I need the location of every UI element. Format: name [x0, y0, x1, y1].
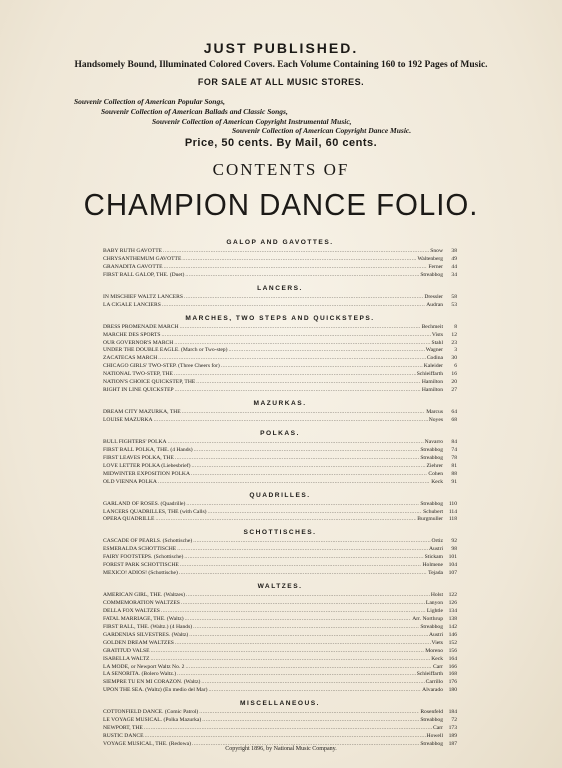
entry-composer: Vists — [431, 331, 443, 338]
dot-leader — [199, 709, 419, 717]
toc-entry — [103, 417, 457, 425]
entry-page-number: 122 — [448, 592, 457, 599]
dot-leader — [162, 302, 425, 310]
dot-leader — [150, 656, 430, 664]
toc-entry — [103, 632, 457, 640]
dot-leader — [182, 409, 426, 417]
dot-leader — [186, 592, 430, 600]
copyright-notice: Copyright 1896, by National Music Company. — [225, 746, 337, 752]
entry-composer: Streabbog — [420, 717, 443, 724]
entry-title: DRESS PROMENADE MARCH — [103, 323, 179, 330]
toc-entry — [103, 717, 457, 725]
entry-title: NATIONAL TWO-STEP, THE — [103, 371, 173, 378]
dot-leader — [185, 616, 412, 624]
dot-leader — [179, 570, 427, 578]
entry-page-number: 8 — [454, 323, 457, 330]
entry-title: COTTONFIELD DANCE. (Comic Patrol) — [103, 709, 199, 716]
entry-composer: Moreno — [425, 647, 443, 654]
section-heading: QUADRILLES. — [249, 491, 311, 499]
entry-page-number: 3 — [454, 347, 457, 354]
dot-leader — [196, 379, 421, 387]
entry-composer: Rosenfeld — [420, 709, 443, 716]
entry-page-number: 30 — [451, 355, 457, 362]
table-of-contents — [103, 234, 457, 749]
dot-leader — [174, 371, 416, 379]
entry-page-number: 6 — [454, 363, 457, 370]
entry-page-number: 107 — [448, 570, 457, 577]
toc-entry — [103, 608, 457, 616]
entry-page-number: 23 — [451, 339, 457, 346]
entry-composer: Snow — [430, 248, 443, 254]
entry-title: LA CIGALE LANCIERS — [103, 301, 161, 308]
entry-page-number: 88 — [451, 470, 457, 477]
entry-page-number: 180 — [448, 687, 457, 694]
toc-entry — [103, 640, 457, 648]
entry-title: FAIRY FOOTSTEPS. (Schottische) — [103, 554, 184, 561]
entry-composer: Austri — [429, 631, 443, 638]
entry-composer: Howell — [426, 733, 443, 740]
entry-composer: Ziehrer — [426, 462, 443, 469]
toc-entry — [103, 463, 457, 471]
dot-leader — [208, 509, 423, 517]
entry-title: DELLA FOX WALTZES — [103, 607, 160, 614]
dot-leader — [177, 671, 416, 679]
entry-title: IN MISCHIEF WALTZ LANCERS — [103, 293, 184, 300]
entry-title: BABY RUTH GAVOTTE — [103, 248, 163, 254]
entry-page-number: 146 — [448, 631, 457, 638]
entry-composer: Austri — [429, 546, 443, 553]
entry-title: LA MODE, or Newport Waltz No. 2 — [103, 663, 185, 670]
toc-entry — [103, 516, 457, 524]
entry-title: AMERICAN GIRL, THE. (Waltzes) — [103, 592, 185, 599]
dot-leader — [180, 562, 422, 570]
dot-leader — [161, 332, 430, 340]
entry-page-number: 92 — [451, 538, 457, 545]
entry-page-number: 126 — [448, 600, 457, 606]
entry-page-number: 91 — [451, 478, 457, 485]
souvenir-line-2: Souvenir Collection of American Ballads and Classic Songs, — [101, 107, 288, 116]
dot-leader — [168, 439, 424, 447]
dot-leader — [145, 733, 426, 741]
dot-leader — [158, 479, 430, 487]
entry-title: LOVE LETTER POLKA (Liebesbrief) — [103, 462, 191, 469]
entry-composer: Viets — [431, 639, 443, 646]
dot-leader — [193, 624, 419, 632]
entry-page-number: 84 — [451, 438, 457, 445]
toc-entry — [103, 687, 457, 695]
entry-composer: Hamilton — [421, 379, 443, 386]
entry-title: OLD VIENNA POLKA — [103, 478, 157, 485]
entry-title: DREAM CITY MAZURKA, THE — [103, 409, 181, 416]
section-heading: MARCHES, TWO STEPS AND QUICKSTEPS. — [185, 314, 375, 322]
toc-entry — [103, 592, 457, 600]
toc-entry — [103, 324, 457, 332]
entry-composer: Streabbog — [420, 271, 443, 278]
entry-title: OPERA QUADRILLE — [103, 516, 155, 523]
entry-page-number: 78 — [451, 454, 457, 461]
entry-title: ZACATECAS MARCH — [103, 355, 158, 362]
toc-entry — [103, 600, 457, 608]
toc-entry — [103, 538, 457, 546]
entry-title: CHRYSANTHEMUM GAVOTTE — [103, 255, 182, 262]
toc-entry — [103, 501, 457, 509]
dot-leader — [180, 324, 421, 332]
souvenir-line-1: Souvenir Collection of American Popular Songs, — [74, 97, 225, 106]
toc-entry — [103, 302, 457, 310]
dot-leader — [185, 272, 419, 280]
entry-page-number: 27 — [451, 387, 457, 394]
toc-entry — [103, 455, 457, 463]
dot-leader — [177, 546, 428, 554]
dot-leader — [164, 264, 428, 272]
entry-title: ISABELLA WALTZ — [103, 655, 150, 662]
section-heading: MAZURKAS. — [253, 400, 307, 408]
dot-leader — [202, 717, 419, 725]
toc-entry — [103, 554, 457, 562]
entry-page-number: 72 — [451, 717, 457, 724]
toc-entry — [103, 664, 457, 672]
toc-entry — [103, 624, 457, 632]
toc-entry — [103, 248, 457, 256]
section-heading: POLKAS. — [260, 429, 300, 437]
souvenir-line-4: Souvenir Collection of American Copyright Dance Music. — [232, 126, 412, 135]
entry-title: FIRST BALL POLKA, THE. (4 Hands) — [103, 446, 193, 453]
entry-title: CASCADE OF PEARLS. (Schottische) — [103, 538, 193, 545]
entry-title: UPON THE SEA. (Waltz) (En medio del Mar) — [103, 687, 208, 694]
dot-leader — [155, 516, 416, 524]
entry-title: MEXICO! ADIOS! (Schottische) — [103, 570, 178, 577]
dot-leader — [191, 463, 425, 471]
entry-composer: Audran — [426, 301, 443, 308]
toc-entry — [103, 272, 457, 280]
entry-title: GARLAND OF ROSES. (Quadrille) — [103, 500, 186, 507]
entry-title: FATAL MARRIAGE, THE. (Waltz) — [103, 615, 184, 622]
dot-leader — [184, 294, 423, 302]
entry-page-number: 38 — [451, 248, 457, 254]
entry-page-number: 101 — [448, 554, 457, 561]
entry-composer: Schleiffarth — [416, 371, 443, 378]
entry-composer: Ferner — [428, 263, 443, 270]
entry-page-number: 20 — [451, 379, 457, 386]
dot-leader — [175, 387, 421, 395]
toc-entry — [103, 256, 457, 264]
toc-entry — [103, 447, 457, 455]
toc-entry — [103, 479, 457, 487]
dot-leader — [161, 608, 426, 616]
entry-composer: Lanyon — [425, 600, 443, 606]
dot-leader — [186, 501, 419, 509]
dot-leader — [185, 664, 432, 672]
entry-composer: Schleiffarth — [416, 671, 443, 678]
entry-page-number: 110 — [448, 500, 457, 507]
entry-title: GRANADITA GAVOTTE — [103, 263, 163, 270]
entry-composer: Noyes — [428, 417, 443, 423]
entry-title: ESMERALDA SCHOTTISCHE — [103, 546, 177, 553]
dot-leader — [189, 632, 428, 640]
entry-page-number: 44 — [451, 263, 457, 270]
entry-composer: Holmene — [422, 562, 443, 569]
entry-title: OUR GOVERNOR'S MARCH — [103, 339, 174, 346]
dot-leader — [175, 455, 419, 463]
toc-entry — [103, 332, 457, 340]
dot-leader — [201, 679, 424, 687]
dot-leader — [228, 347, 424, 355]
dot-leader — [158, 355, 426, 363]
entry-page-number: 16 — [451, 371, 457, 378]
entry-title: FOREST PARK SCHOTTISCHE — [103, 562, 179, 569]
dot-leader — [191, 471, 427, 479]
entry-page-number: 184 — [448, 709, 457, 716]
dot-leader — [193, 538, 430, 546]
dot-leader — [151, 648, 425, 656]
entry-composer: Holst — [430, 592, 443, 599]
toc-entry — [103, 671, 457, 679]
entry-title: GRATITUD VALSE — [103, 647, 150, 654]
dot-leader — [194, 447, 420, 455]
entry-page-number: 104 — [448, 562, 457, 569]
entry-title: GARDENIAS SILVESTRES. (Waltz) — [103, 631, 189, 638]
section-heading: LANCERS. — [257, 284, 303, 292]
dot-leader — [221, 363, 423, 371]
entry-page-number: 187 — [448, 741, 457, 747]
entry-page-number: 189 — [448, 733, 457, 740]
dot-leader — [182, 256, 416, 264]
toc-entry — [103, 355, 457, 363]
entry-page-number: 12 — [451, 331, 457, 338]
toc-entry — [103, 616, 457, 624]
dot-leader — [174, 340, 430, 348]
entry-composer: Keck — [431, 655, 443, 662]
entry-page-number: 49 — [451, 255, 457, 262]
toc-entry — [103, 648, 457, 656]
toc-entry — [103, 294, 457, 302]
entry-page-number: 58 — [451, 293, 457, 300]
entry-composer: Streabbog — [420, 500, 443, 507]
toc-entry — [103, 709, 457, 717]
entry-title: RIGHT IN LINE QUICKSTEP — [103, 387, 174, 394]
entry-composer: Wagner — [425, 347, 443, 354]
toc-entry — [103, 347, 457, 355]
entry-page-number: 74 — [451, 446, 457, 453]
entry-page-number: 138 — [448, 615, 457, 622]
entry-title: CHICAGO GIRLS' TWO-STEP. (Three Cheers for) — [103, 363, 220, 370]
toc-entry — [103, 264, 457, 272]
entry-composer: Stickam — [424, 554, 443, 561]
entry-page-number: 166 — [448, 663, 457, 670]
entry-composer: Kaleider — [423, 363, 443, 370]
toc-entry — [103, 340, 457, 348]
entry-page-number: 53 — [451, 301, 457, 308]
entry-title: GOLDEN DREAM WALTZES — [103, 639, 174, 646]
entry-composer: Streabbog — [420, 454, 443, 461]
entry-title: COMMEMORATION WALTZES — [103, 600, 180, 606]
entry-composer: Ortiz — [431, 538, 443, 545]
section-heading: WALTZES. — [257, 583, 303, 591]
entry-title: LOUISE MAZURKA — [103, 417, 153, 423]
for-sale-line: FOR SALE AT ALL MUSIC STORES. — [197, 77, 365, 87]
entry-page-number: 142 — [448, 623, 457, 630]
entry-title: LA SENORITA. (Bolero Waltz.) — [103, 671, 177, 678]
entry-title: FIRST BALL, THE. (Waltz.) (4 Hands) — [103, 623, 193, 630]
toc-entry — [103, 409, 457, 417]
entry-composer: Carr — [433, 725, 443, 732]
toc-entry — [103, 471, 457, 479]
toc-entry — [103, 363, 457, 371]
entry-page-number: 176 — [448, 679, 457, 686]
entry-title: MARCHE DES SPORTS — [103, 331, 161, 338]
entry-title: SIEMPRE TU EN MI CORAZON. (Waltz) — [103, 679, 201, 686]
entry-composer: Navarro — [424, 438, 443, 445]
entry-composer: Streabbog — [420, 446, 443, 453]
entry-page-number: 168 — [448, 671, 457, 678]
entry-page-number: 98 — [451, 546, 457, 553]
entry-composer: Arr. Northrup — [412, 615, 443, 622]
entry-composer: Tejada — [428, 570, 443, 577]
dot-leader — [144, 725, 432, 733]
section-heading: GALOP AND GAVOTTES. — [226, 239, 334, 246]
entry-page-number: 173 — [448, 725, 457, 732]
dot-leader — [181, 600, 425, 608]
entry-title: NATION'S CHOICE QUICKSTEP, THE — [103, 379, 196, 386]
entry-composer: Marcus — [426, 409, 443, 416]
dot-leader — [154, 417, 428, 425]
section-heading: MISCELLANEOUS. — [240, 700, 320, 708]
entry-page-number: 34 — [451, 271, 457, 278]
entry-page-number: 68 — [451, 417, 457, 423]
toc-entry — [103, 656, 457, 664]
just-published-heading: JUST PUBLISHED. — [203, 40, 359, 56]
entry-title: RUSTIC DANCE — [103, 733, 144, 740]
entry-title: VOYAGE MUSICAL, THE. (Redowa) — [103, 741, 191, 747]
toc-entry — [103, 725, 457, 733]
entry-composer: Alvarado — [422, 687, 443, 694]
entry-composer: Keck — [431, 478, 443, 485]
entry-composer: Streabbog — [420, 741, 443, 747]
entry-composer: Schubert — [423, 508, 443, 515]
entry-page-number: 152 — [448, 639, 457, 646]
entry-title: LANCERS QUADRILLES, THE (with Calls) — [103, 508, 207, 515]
entry-composer: Carr — [433, 663, 443, 670]
entry-title: UNDER THE DOUBLE EAGLE. (March or Two-step) — [103, 347, 228, 354]
binding-description: Handsomely Bound, Illuminated Colored Covers. Each Volume Containing 160 to 192 Pages of Music. — [74, 60, 488, 70]
entry-title: BULL FIGHTERS' POLKA — [103, 438, 167, 445]
toc-entry — [103, 562, 457, 570]
entry-composer: Burgmuller — [417, 516, 443, 523]
entry-composer: Cohen — [428, 470, 443, 477]
dot-leader — [163, 248, 429, 256]
entry-composer: Lightle — [426, 607, 443, 614]
souvenir-line-3: Souvenir Collection of American Copyright Instrumental Music, — [152, 117, 352, 126]
entry-composer: Waltenberg — [417, 255, 443, 262]
toc-entry — [103, 439, 457, 447]
entry-page-number: 164 — [448, 655, 457, 662]
entry-composer: Codina — [426, 355, 443, 362]
toc-entry — [103, 546, 457, 554]
toc-entry — [103, 570, 457, 578]
entry-composer: Hamilton — [421, 387, 443, 394]
entry-composer: Carrillo — [425, 679, 443, 686]
entry-composer: Bechmeit — [421, 323, 443, 330]
entry-title: LE VOYAGE MUSICAL. (Polka Mazurka) — [103, 717, 202, 724]
dot-leader — [208, 687, 421, 695]
section-heading: SCHOTTISCHES. — [243, 529, 317, 537]
entry-title: FIRST BALL GALOP, THE. (Duet) — [103, 271, 185, 278]
folio-title: CHAMPION DANCE FOLIO. — [83, 187, 479, 222]
entry-composer: Dressler — [424, 293, 443, 300]
toc-entry — [103, 371, 457, 379]
entry-title: MIDWINTER EXPOSITION POLKA — [103, 470, 191, 477]
entry-page-number: 118 — [448, 516, 457, 523]
entry-composer: Stahl — [431, 339, 443, 346]
dot-leader — [175, 640, 431, 648]
contents-of-heading: CONTENTS OF — [212, 160, 350, 179]
price-line: Price, 50 cents. By Mail, 60 cents. — [184, 137, 378, 149]
toc-entry — [103, 509, 457, 517]
dot-leader — [184, 554, 423, 562]
entry-title: FIRST LEAVES POLKA, THE — [103, 454, 174, 461]
toc-entry — [103, 733, 457, 741]
entry-page-number: 156 — [448, 647, 457, 654]
entry-page-number: 114 — [448, 508, 457, 515]
toc-entry — [103, 387, 457, 395]
entry-composer: Streabbog — [420, 623, 443, 630]
entry-title: NEWPORT, THE — [103, 725, 143, 732]
entry-page-number: 134 — [448, 607, 457, 614]
toc-entry — [103, 679, 457, 687]
toc-entry — [103, 379, 457, 387]
entry-page-number: 64 — [451, 409, 457, 416]
entry-page-number: 81 — [451, 462, 457, 469]
